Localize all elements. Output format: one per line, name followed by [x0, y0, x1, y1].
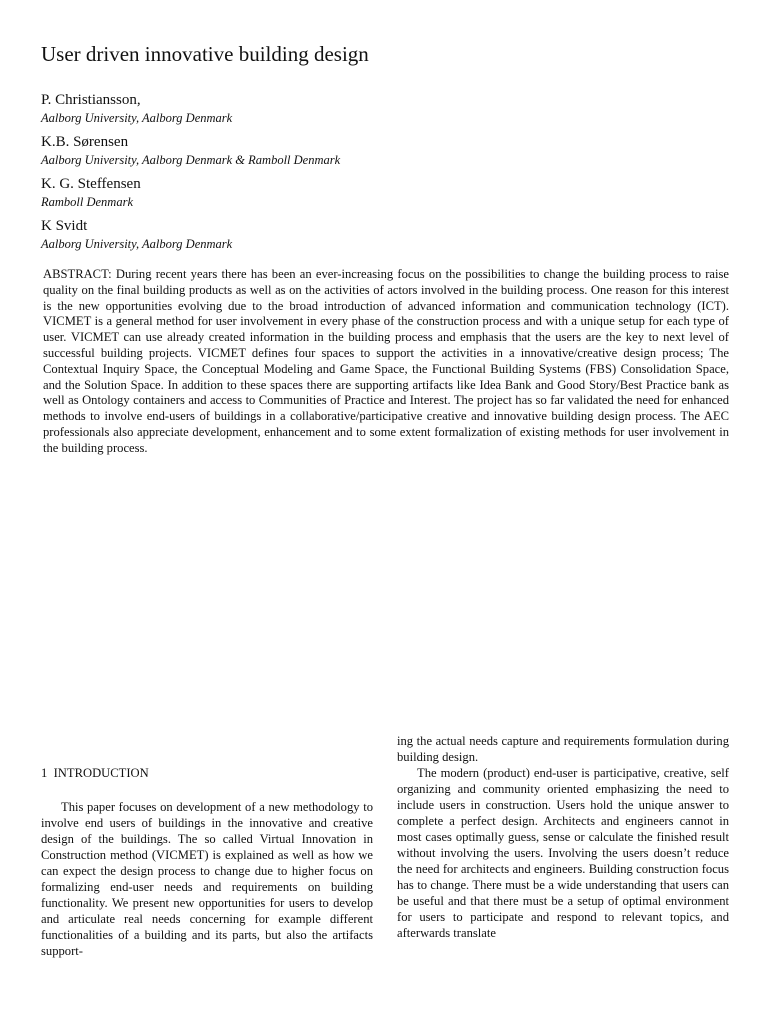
- author-entry: [41, 174, 731, 210]
- author-entry: [41, 90, 731, 126]
- author-name: K Svidt: [41, 218, 88, 234]
- paper-title: User driven innovative building design: [41, 42, 369, 66]
- intro-paragraph: This paper focuses on development of a new methodology to involve end users of buildings in the innovative and creative design of the buildings. The so called Virtual Innovation in Construction method (VICMET) is explained as well as how we can expect the design process to change due to higher focus on formalizing end-user needs and requirements on building functionality. We present new opportunities for users to develop and articulate real needs concerning for example different functionalities of a building and its parts, but also the artifacts support-: [41, 800, 373, 958]
- author-affiliation: Aalborg University, Aalborg Denmark: [41, 111, 233, 125]
- left-column: [41, 765, 373, 959]
- author-affiliation: Aalborg University, Aalborg Denmark & Ramboll Denmark: [41, 153, 341, 167]
- section-number: 1: [41, 766, 48, 780]
- author-list: [41, 90, 731, 258]
- author-name: P. Christiansson,: [41, 92, 141, 108]
- section-title: INTRODUCTION: [53, 766, 149, 780]
- continued-paragraph: ing the actual needs capture and requirements formulation during building design.: [397, 734, 729, 764]
- body-paragraph: The modern (product) end-user is participative, creative, self organizing and community oriented emphasizing the need to include users in construction. Users hold the unique answer to complete a perfect design. Architects and engineers cannot in most cases optimally guess, sense or calculate the finished result without involving the users. Involving the users doesn’t reduce the need for architects and engineers. Building construction focus has to change. There must be a wide understanding that users can be useful and that there must be a setup of optimal environment for users to participate and respond to relevant topics, and afterwards translate: [397, 766, 729, 940]
- right-column: [397, 733, 729, 941]
- author-affiliation: Aalborg University, Aalborg Denmark: [41, 237, 233, 251]
- author-affiliation: Ramboll Denmark: [41, 195, 133, 209]
- author-name: K.B. Sørensen: [41, 134, 129, 150]
- abstract: ABSTRACT: During recent years there has been an ever-increasing focus on the possibilities to change the building process to raise quality on the final building products as well as on the activities of actors involved in the building process. One reason for this interest is the new opportunities evolving due to the broad introduction of advanced information and communication technology (ICT). VICMET is a general method for user involvement in every phase of the construction process and with a unique setup for each type of user. VICMET can use already created information in the building process and emphasis that the users are the key to next level of successful building projects. VICMET defines four spaces to support the activities in a innovative/creative design process; The Contextual Inquiry Space, the Conceptual Modeling and Game Space, the Functional Building Systems (FBS) Consolidation Space, and the Solution Space. In addition to these spaces there are supporting artifacts like Idea Bank and Good Story/Best Practice bank as well as Ontology containers and access to Communities of Practice and Interest. The project has so far validated the need for enhanced methods to involve end-users of buildings in a collaborative/participative creative and innovative building design process. The AEC professionals also appreciate development, enhancement and to some extent formalization of existing methods for user involvement in the building process.: [43, 267, 729, 455]
- author-entry: [41, 132, 731, 168]
- author-entry: [41, 216, 731, 252]
- author-name: K. G. Steffensen: [41, 176, 141, 192]
- section-heading: [41, 765, 373, 781]
